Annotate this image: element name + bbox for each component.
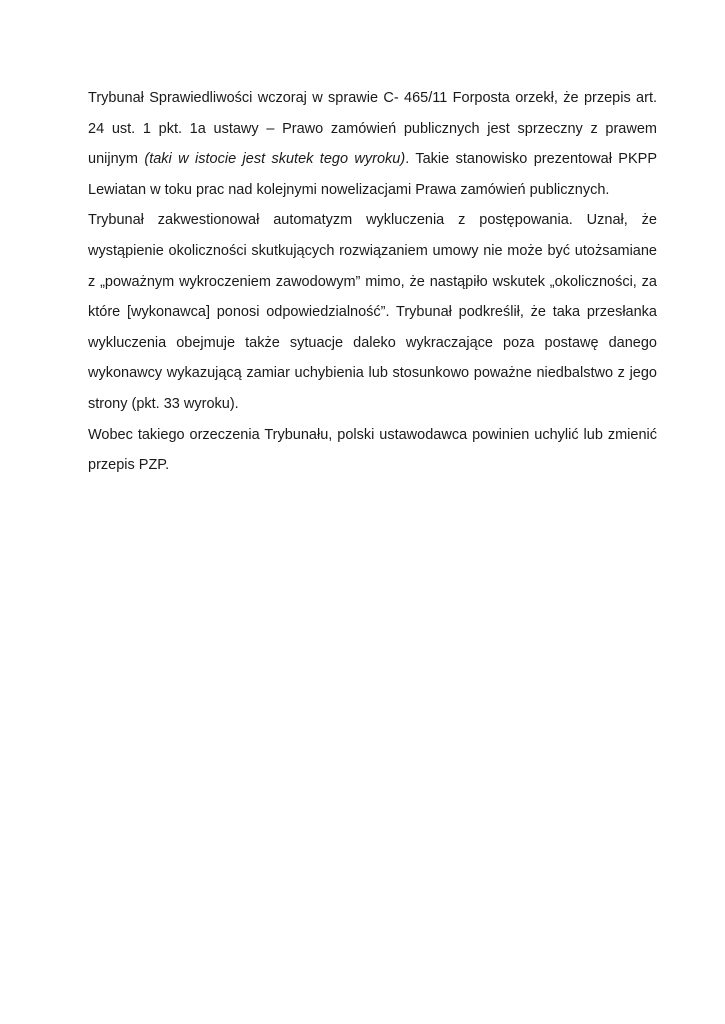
paragraph-tribunal-reasoning: Trybunał zakwestionował automatyzm wykluczenia z postępowania. Uznał, że wystąpienie okoliczności skutkujących rozwiązaniem umowy nie może być utożsamiane z „poważnym wykroczeniem zawodowym” mimo, że nastąpiło wskutek „okoliczności, za które [wykonawca] ponosi odpowiedzialność”. Trybunał podkreślił, że taka przesłanka wykluczenia obejmuje także sytuacje daleko wykraczające poza postawę danego wykonawcy wykazującą zamiar uchybienia lub stosunkowo poważne niedbalstwo z jego strony (pkt. 33 wyroku).: [88, 212, 657, 412]
paragraph-1-italic-note: (taki w istocie jest skutek tego wyroku): [144, 151, 406, 168]
paragraph-1-text-start: Trybunał Sprawiedliwości wczoraj w sprawie C- 465/11 Forposta orzekł, że przepis art. 24 ust. 1 pkt. 1a ustawy – Prawo zamówień publicznych jest sprzeczny z prawem unijnym: [88, 90, 657, 168]
paragraph-conclusion: Wobec takiego orzeczenia Trybunału, polski ustawodawca powinien uchylić lub zmienić przepis PZP.: [88, 426, 657, 474]
document-body: [88, 83, 657, 481]
paragraph-1-text-end: . Takie stanowisko prezentował PKPP Lewiatan w toku prac nad kolejnymi nowelizacjami Prawa zamówień publicznych.: [88, 151, 657, 198]
paragraph-forposta-ruling: [88, 83, 657, 205]
